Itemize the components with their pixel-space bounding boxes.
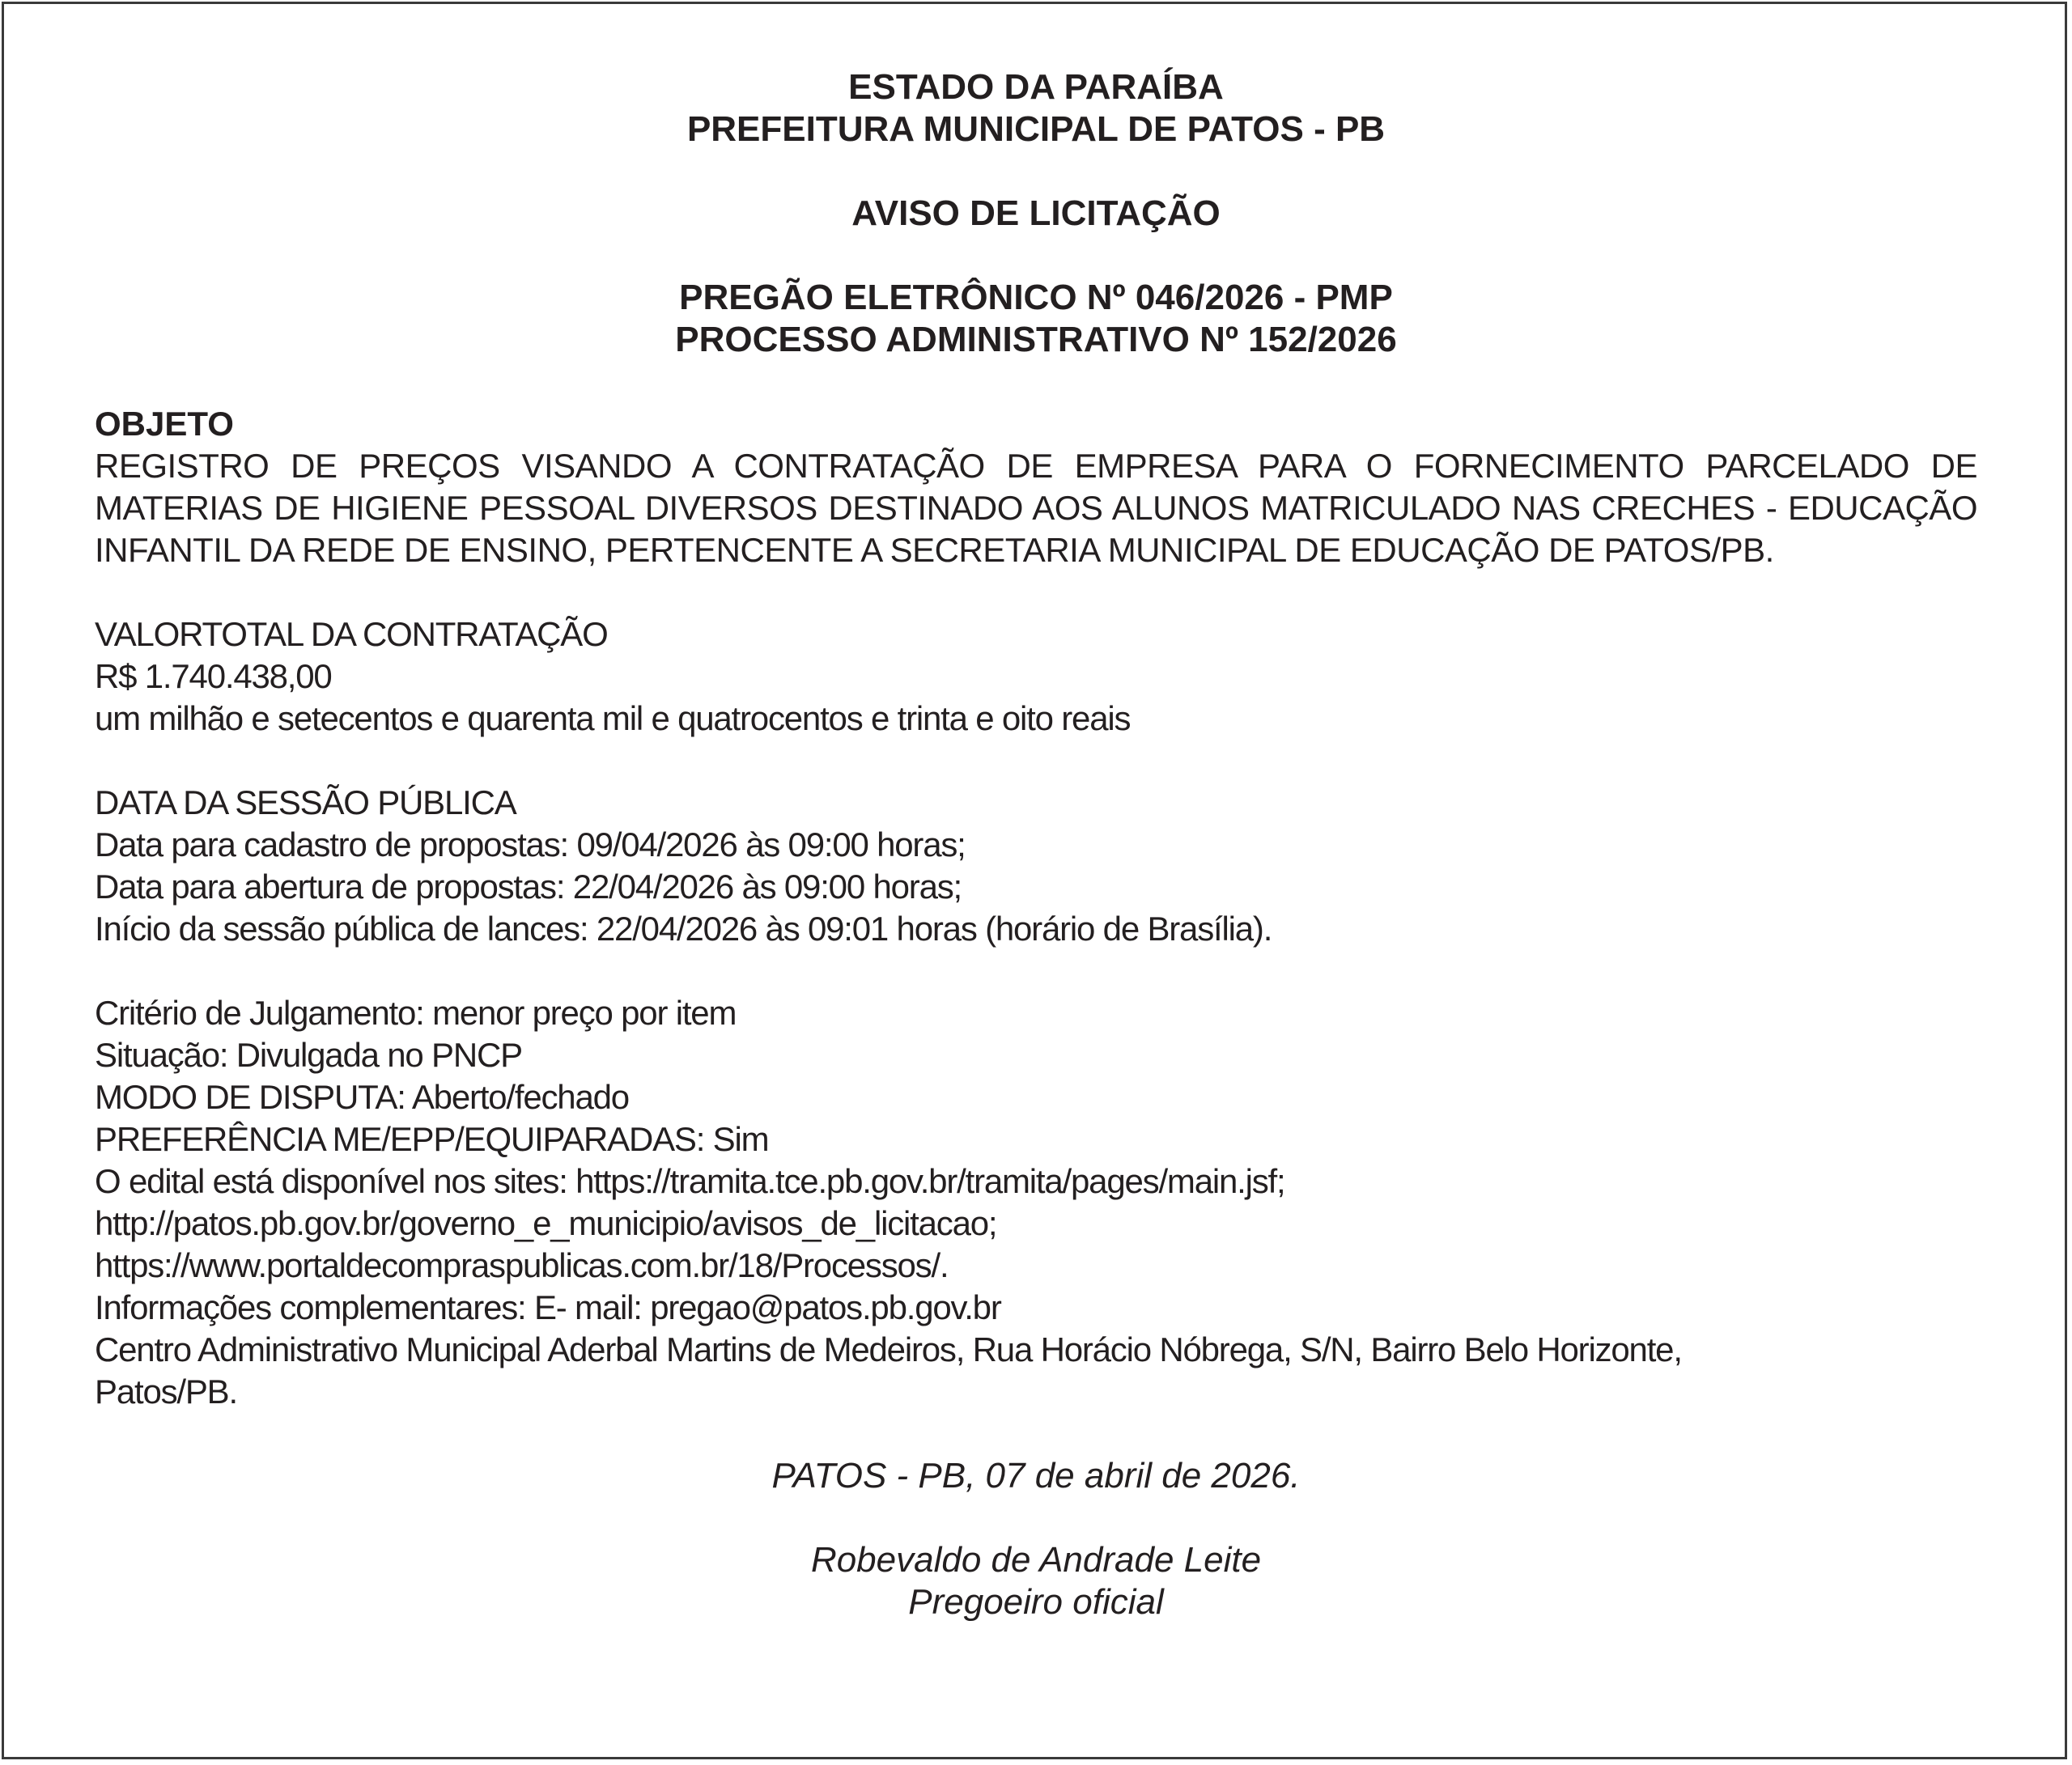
signature-block — [95, 1455, 1977, 1623]
sessao-section — [95, 782, 1977, 950]
info-section — [95, 992, 1977, 1413]
sessao-inicio: Início da sessão pública de lances: 22/04/2026 às 09:01 horas (horário de Brasília). — [95, 910, 1272, 948]
valor-label: VALORTOTAL DA CONTRATAÇÃO — [95, 615, 608, 653]
objeto-text: REGISTRO DE PREÇOS VISANDO A CONTRATAÇÃO DE EMPRESA PARA O FORNECIMENTO PARCELADO DE MATERIAS DE HIGIENE PESSOAL DIVERSOS DESTINADO AOS ALUNOS MATRICULADO NAS CRECHES - EDUCAÇÃO INFANTIL DA REDE DE ENSINO, PERTENCENTE A SECRETARIA MUNICIPAL DE EDUCAÇÃO DE PATOS/PB. — [95, 447, 1977, 569]
criterio-line: Critério de Julgamento: menor preço por item — [95, 994, 737, 1032]
edital-line: O edital está disponível nos sites: https://tramita.tce.pb.gov.br/tramita/pages/main.jsf; — [95, 1162, 1285, 1200]
modo-disputa-line: MODO DE DISPUTA: Aberto/fechado — [95, 1078, 629, 1116]
notice-content — [95, 66, 1977, 1623]
pregao-number: PREGÃO ELETRÔNICO Nº 046/2026 - PMP — [679, 278, 1393, 317]
notice-title: AVISO DE LICITAÇÃO — [851, 193, 1221, 233]
preferencia-line: PREFERÊNCIA ME/EPP/EQUIPARADAS: Sim — [95, 1120, 769, 1158]
municipality-heading: PREFEITURA MUNICIPAL DE PATOS - PB — [686, 109, 1386, 149]
objeto-section — [95, 403, 1977, 571]
complementares-line: Informações complementares: E- mail: pregao@patos.pb.gov.br — [95, 1288, 1001, 1326]
objeto-label: OBJETO — [95, 405, 234, 443]
site-portal-line: https://www.portaldecompraspublicas.com.br/18/Processos/. — [95, 1246, 949, 1284]
situacao-line: Situação: Divulgada no PNCP — [95, 1036, 522, 1074]
sessao-abertura: Data para abertura de propostas: 22/04/2026 às 09:00 horas; — [95, 868, 962, 906]
valor-section — [95, 613, 1977, 740]
notice-header — [95, 66, 1977, 361]
site-patos-line: http://patos.pb.gov.br/governo_e_municipio/avisos_de_licitacao; — [95, 1204, 997, 1242]
endereco-line-2: Patos/PB. — [95, 1373, 237, 1411]
processo-number: PROCESSO ADMINISTRATIVO Nº 152/2026 — [675, 320, 1397, 359]
valor-in-words: um milhão e setecentos e quarenta mil e quatrocentos e trinta e oito reais — [95, 699, 1131, 737]
sessao-label: DATA DA SESSÃO PÚBLICA — [95, 783, 516, 821]
endereco-line-1: Centro Administrativo Municipal Aderbal Martins de Medeiros, Rua Horácio Nóbrega, S/N, Bairro Belo Horizonte, — [95, 1330, 1682, 1368]
signer-name: Robevaldo de Andrade Leite — [810, 1540, 1262, 1580]
valor-amount: R$ 1.740.438,00 — [95, 657, 332, 695]
signer-role: Pregoeiro oficial — [908, 1582, 1164, 1622]
sessao-cadastro: Data para cadastro de propostas: 09/04/2026 às 09:00 horas; — [95, 825, 966, 863]
place-date: PATOS - PB, 07 de abril de 2026. — [771, 1456, 1301, 1496]
state-heading: ESTADO DA PARAÍBA — [848, 67, 1224, 107]
